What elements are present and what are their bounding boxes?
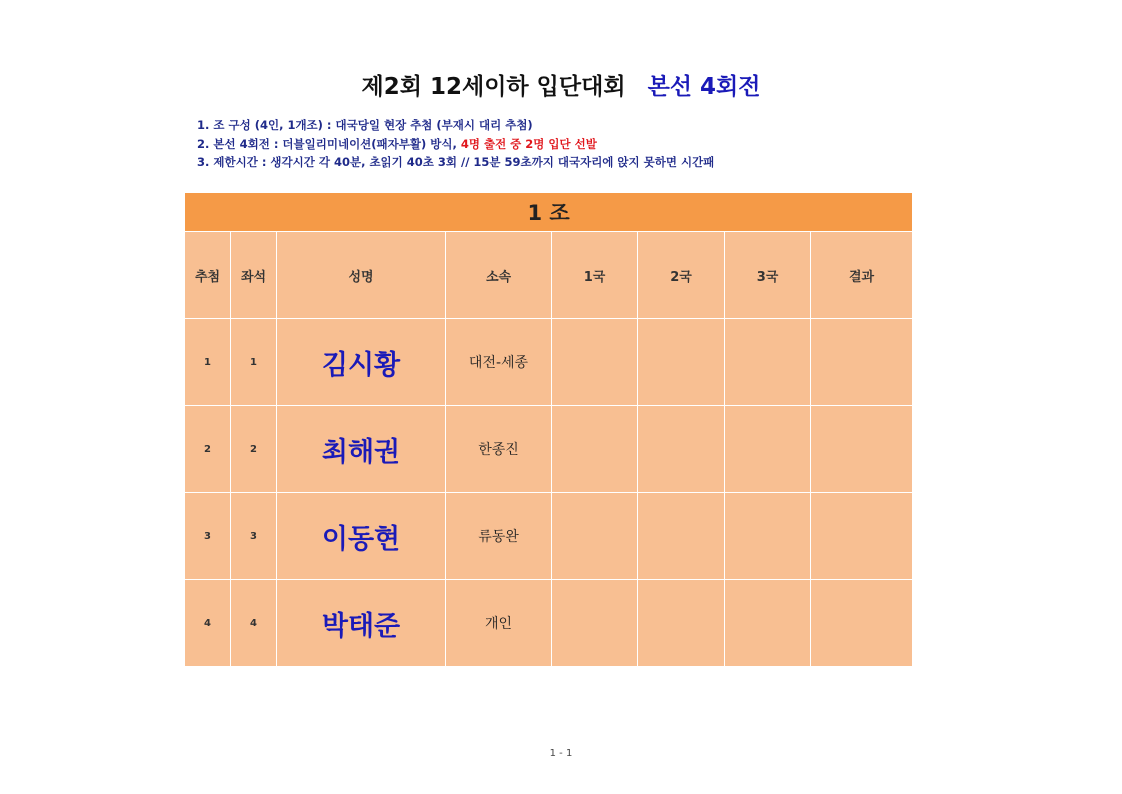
game-3-cell [725, 406, 811, 493]
seat-cell: 3 [231, 493, 277, 580]
result-cell [811, 319, 913, 406]
player-name: 김시황 [277, 319, 446, 406]
header-game-1: 1국 [552, 232, 638, 319]
draw-cell: 2 [185, 406, 231, 493]
game-2-cell [638, 406, 725, 493]
result-cell [811, 493, 913, 580]
header-result: 결과 [811, 232, 913, 319]
rule-line-2-highlight: 4명 출전 중 2명 입단 선발 [460, 136, 597, 151]
game-3-cell [725, 319, 811, 406]
affiliation-cell: 한종진 [446, 406, 552, 493]
game-1-cell [552, 580, 638, 667]
table-row [185, 406, 913, 493]
rules-list [197, 116, 714, 172]
result-cell [811, 580, 913, 667]
title-main: 제2회 12세이하 입단대회 [361, 74, 626, 100]
group-label: 1 조 [185, 193, 913, 232]
affiliation-cell: 개인 [446, 580, 552, 667]
header-seat: 좌석 [231, 232, 277, 319]
result-cell [811, 406, 913, 493]
game-1-cell [552, 493, 638, 580]
player-name: 최해권 [277, 406, 446, 493]
game-2-cell [638, 493, 725, 580]
table-row [185, 580, 913, 667]
player-name: 이동현 [277, 493, 446, 580]
bracket-table [184, 192, 913, 667]
header-affiliation: 소속 [446, 232, 552, 319]
table-row [185, 319, 913, 406]
header-game-3: 3국 [725, 232, 811, 319]
affiliation-cell: 대전-세종 [446, 319, 552, 406]
page-number: 1 - 1 [549, 748, 573, 759]
table-row [185, 493, 913, 580]
affiliation-cell: 류동완 [446, 493, 552, 580]
column-header-row [185, 232, 913, 319]
draw-cell: 3 [185, 493, 231, 580]
draw-cell: 1 [185, 319, 231, 406]
game-2-cell [638, 580, 725, 667]
header-name: 성명 [277, 232, 446, 319]
rule-line-3: 3. 제한시간 : 생각시간 각 40분, 초읽기 40초 3회 // 15분 59초까지 대국자리에 앉지 못하면 시간패 [197, 155, 715, 169]
draw-cell: 4 [185, 580, 231, 667]
game-2-cell [638, 319, 725, 406]
seat-cell: 2 [231, 406, 277, 493]
header-draw: 추첨 [185, 232, 231, 319]
game-3-cell [725, 580, 811, 667]
game-3-cell [725, 493, 811, 580]
group-header-row [185, 193, 913, 232]
rule-line-2-prefix: 2. 본선 4회전 : 더블일리미네이션(패자부활) 방식, [197, 136, 461, 151]
rule-line-2 [197, 135, 714, 154]
page-title [0, 68, 1122, 101]
game-1-cell [552, 406, 638, 493]
game-1-cell [552, 319, 638, 406]
header-game-2: 2국 [638, 232, 725, 319]
seat-cell: 4 [231, 580, 277, 667]
seat-cell: 1 [231, 319, 277, 406]
title-highlight: 본선 4회전 [647, 74, 761, 100]
player-name: 박태준 [277, 580, 446, 667]
rule-line-1: 1. 조 구성 (4인, 1개조) : 대국당일 현장 추첨 (부재시 대리 추첨) [197, 118, 533, 132]
